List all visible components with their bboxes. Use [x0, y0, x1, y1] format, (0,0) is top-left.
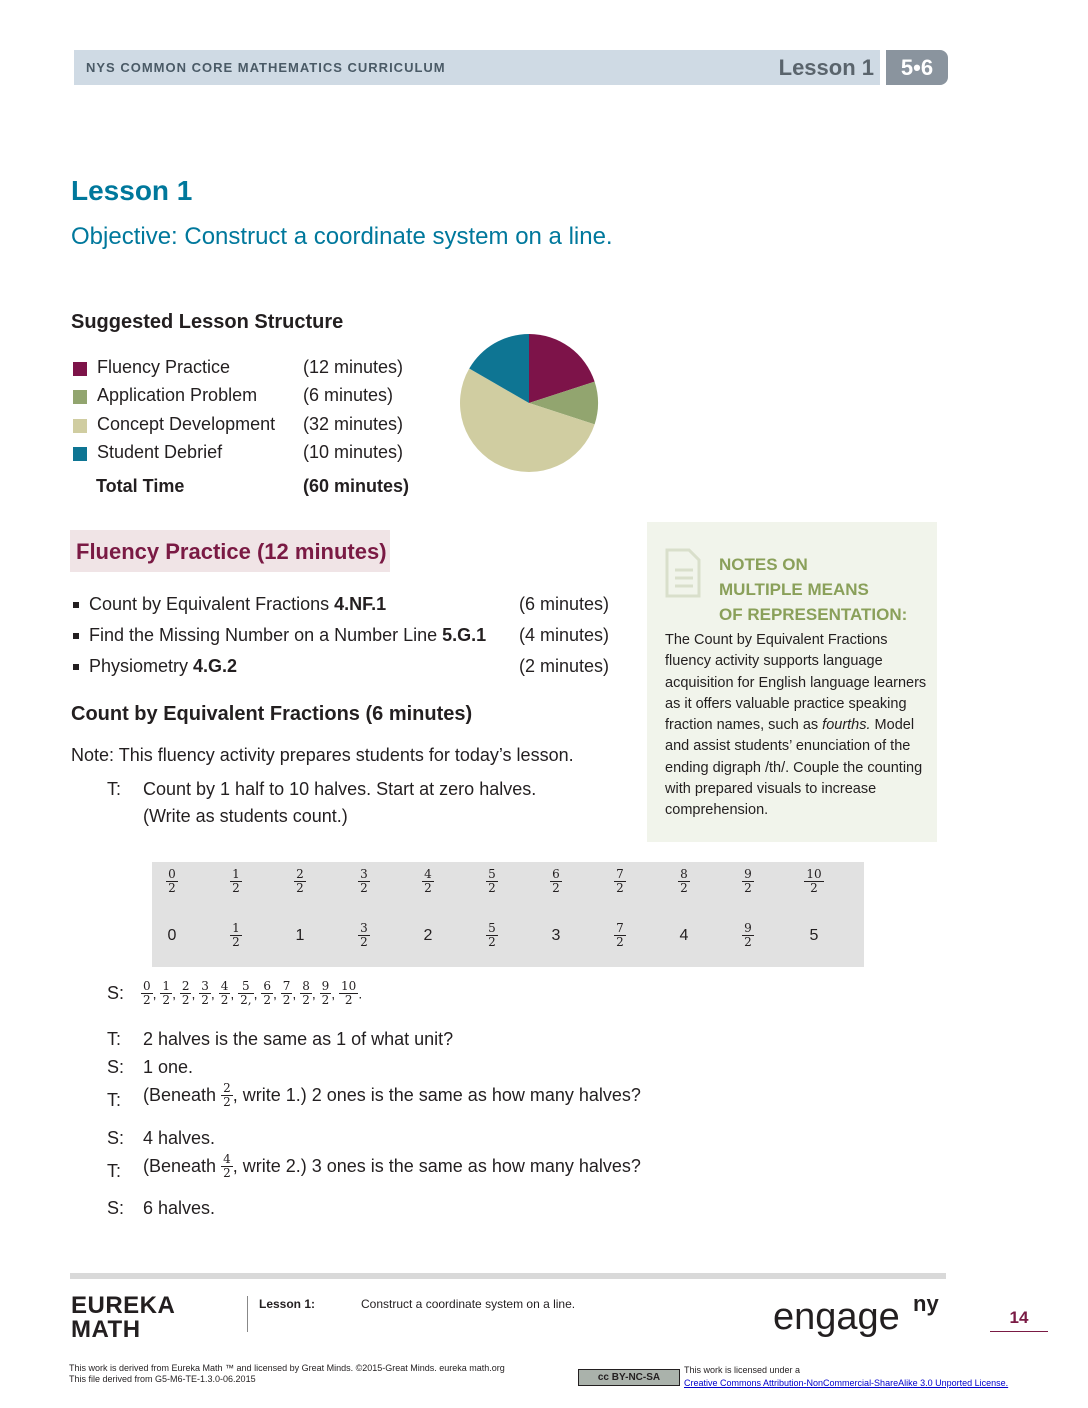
- curriculum-title: NYS COMMON CORE MATHEMATICS CURRICULUM: [86, 60, 446, 75]
- structure-item-name: Application Problem: [97, 385, 258, 405]
- license-text: This work is licensed under a: [684, 1365, 801, 1375]
- fraction: $\frac{3}{2}$: [360, 921, 368, 949]
- speaker: T:: [107, 1029, 122, 1049]
- legend-swatch: [73, 390, 87, 404]
- structure-item-minutes: (32 minutes): [303, 414, 404, 434]
- fraction: $\frac{4}{2}$: [424, 867, 432, 895]
- fraction: $\frac{8}{2}$: [302, 979, 310, 1007]
- fraction: $\frac{7}{2}$: [616, 867, 624, 895]
- bullet: [73, 602, 79, 608]
- fraction: $\frac{5}{2,}$: [240, 979, 252, 1007]
- section-note: Note: This fluency activity prepares students for today’s lesson.: [71, 745, 574, 765]
- fraction: $\frac{1}{2}$: [162, 979, 171, 1007]
- table-cell: 4: [679, 927, 689, 944]
- eureka-math-logo: EUREKA MATH: [71, 1292, 176, 1343]
- dialogue-text: 1 one.: [143, 1057, 194, 1077]
- fluency-item-minutes: (6 minutes): [519, 594, 610, 614]
- table-cell: [344, 868, 384, 895]
- fluency-item-text: Count by Equivalent Fractions: [89, 594, 335, 614]
- fraction: $\frac{10}{2}$: [341, 979, 357, 1007]
- fraction: $\frac{2}{2}$: [181, 979, 190, 1007]
- table-cell: [536, 868, 576, 895]
- fraction: $\frac{2}{2}$: [223, 1081, 231, 1109]
- standard-code: 4.NF.1: [334, 594, 387, 614]
- fraction: $\frac{9}{2}$: [744, 867, 752, 895]
- legend-swatch: [73, 362, 87, 376]
- lesson-title: Lesson 1: [71, 175, 193, 206]
- fluency-item-minutes: (2 minutes): [519, 656, 610, 676]
- fraction: $\frac{5}{2}$: [488, 921, 496, 949]
- document-icon: [665, 548, 701, 598]
- standard-code: 4.G.2: [193, 656, 238, 676]
- page-number-rule: [990, 1331, 1048, 1332]
- license-link[interactable]: Creative Commons Attribution-NonCommercial-ShareAlike 3.0 Unported License.: [684, 1378, 1009, 1388]
- fluency-item-minutes: (4 minutes): [519, 625, 610, 645]
- table-cell: 1: [295, 927, 305, 944]
- fraction: $\frac{3}{2}$: [360, 867, 368, 895]
- bullet: [73, 664, 79, 670]
- table-cell: [794, 868, 834, 895]
- cc-license-badge[interactable]: cc BY-NC-SA: [578, 1369, 680, 1386]
- fraction: $\frac{5}{2}$: [488, 867, 496, 895]
- engageny-logo: engage: [773, 1296, 900, 1338]
- footer-lesson: Lesson 1:: [259, 1297, 316, 1311]
- notes-title: NOTES ON MULTIPLE MEANS OF REPRESENTATION:: [719, 555, 908, 624]
- header-lesson: Lesson 1: [778, 55, 874, 80]
- lesson-structure-pie-chart: [458, 332, 600, 474]
- structure-item-minutes: (6 minutes): [303, 385, 394, 405]
- table-cell: [728, 922, 768, 949]
- dialogue-text: 2 halves is the same as 1 of what unit?: [143, 1029, 454, 1049]
- fraction: $\frac{7}{2}$: [282, 979, 291, 1007]
- table-cell: 0: [167, 927, 177, 944]
- speaker: T:: [107, 1090, 122, 1110]
- footer-derivation: This work is derived from Eureka Math ™ and licensed by Great Minds. ©2015-Great Minds. eureka math.org: [69, 1363, 505, 1373]
- table-cell: [728, 868, 768, 895]
- structure-item-name: Student Debrief: [97, 442, 223, 462]
- fraction: $\frac{6}{2}$: [552, 867, 560, 895]
- student-count-line: S: $\frac{0}{2}$ , $\frac{1}{2}$ , $\frac{2}{2}$ , $\frac{3}{2}$ , $\frac{4}{2}$ , $\frac{5}{2,}$ , $\frac{6}{2}$ , $\frac{7}{2}$ , $\frac{8}{2}$ , $\frac{9}{2}$ , $\frac{10}{2}$ .: [107, 979, 363, 1007]
- fraction: $\frac{8}{2}$: [680, 867, 688, 895]
- fluency-heading: Fluency Practice (12 minutes): [76, 539, 387, 564]
- footer-file: This file derived from G5-M6-TE-1.3.0-06.2015: [69, 1374, 256, 1384]
- dialogue-text: (Beneath $\frac{2}{2}$ , write 1.) 2 ones is the same as how many halves?: [143, 1081, 641, 1109]
- speaker: S:: [107, 983, 125, 1003]
- table-cell: [664, 868, 704, 895]
- dialogue-text: Count by 1 half to 10 halves. Start at zero halves.: [143, 779, 537, 799]
- structure-item-name: Concept Development: [97, 414, 276, 434]
- speaker: T:: [107, 1161, 122, 1181]
- footer-divider: [247, 1296, 248, 1332]
- dialogue-text: (Write as students count.): [143, 806, 348, 826]
- fraction: $\frac{9}{2}$: [744, 921, 752, 949]
- total-time-label: Total Time: [96, 476, 185, 496]
- section-title: Count by Equivalent Fractions (6 minutes): [71, 703, 473, 725]
- table-cell: [472, 868, 512, 895]
- fraction: $\frac{1}{2}$: [232, 867, 240, 895]
- dialogue-text: (Beneath $\frac{4}{2}$ , write 2.) 3 ones is the same as how many halves?: [143, 1152, 641, 1180]
- structure-item-name: Fluency Practice: [97, 357, 231, 377]
- table-cell: [216, 922, 256, 949]
- speaker: S:: [107, 1198, 125, 1218]
- engageny-logo-ny: ny: [913, 1291, 939, 1316]
- table-cell: [600, 922, 640, 949]
- fraction: $\frac{0}{2}$: [143, 979, 151, 1007]
- table-cell: [472, 922, 512, 949]
- structure-item-minutes: (10 minutes): [303, 442, 404, 462]
- fluency-item-text: Find the Missing Number on a Number Line: [89, 625, 443, 645]
- fraction: $\frac{9}{2}$: [321, 979, 330, 1007]
- table-cell: 3: [551, 927, 561, 944]
- legend-swatch: [73, 419, 87, 433]
- table-cell: [408, 868, 448, 895]
- structure-item-minutes: (12 minutes): [303, 357, 404, 377]
- fraction: $\frac{4}{2}$: [223, 1152, 231, 1180]
- table-cell: [344, 922, 384, 949]
- speaker: S:: [107, 1057, 125, 1077]
- fraction: $\frac{6}{2}$: [263, 979, 271, 1007]
- dialogue-text: 6 halves.: [143, 1198, 216, 1218]
- table-cell: 5: [809, 927, 819, 944]
- bullet: [73, 633, 79, 639]
- table-cell: 2: [423, 927, 433, 944]
- total-time-minutes: (60 minutes): [303, 476, 410, 496]
- fraction: $\frac{7}{2}$: [616, 921, 624, 949]
- structure-title: Suggested Lesson Structure: [71, 311, 344, 333]
- legend-swatch: [73, 447, 87, 461]
- table-cell: [152, 868, 192, 895]
- footer-bar: [70, 1273, 946, 1279]
- fraction: $\frac{2}{2}$: [296, 867, 304, 895]
- standard-code: 5.G.1: [442, 625, 487, 645]
- fluency-item-text: Physiometry: [89, 656, 194, 676]
- footer-objective: Construct a coordinate system on a line.: [361, 1297, 576, 1311]
- table-cell: [280, 868, 320, 895]
- fraction: $\frac{4}{2}$: [220, 979, 229, 1007]
- fraction: $\frac{10}{2}$: [806, 867, 822, 895]
- fraction: $\frac{0}{2}$: [168, 867, 176, 895]
- dialogue-text: 4 halves.: [143, 1128, 216, 1148]
- table-cell: [216, 868, 256, 895]
- fraction-table: [152, 862, 864, 967]
- table-cell: [600, 868, 640, 895]
- page-number: 14: [1009, 1308, 1029, 1327]
- speaker: T:: [107, 779, 122, 799]
- fraction: $\frac{3}{2}$: [201, 979, 209, 1007]
- lesson-objective: Objective: Construct a coordinate system on a line.: [71, 223, 613, 250]
- speaker: S:: [107, 1128, 125, 1148]
- fraction: $\frac{1}{2}$: [232, 921, 240, 949]
- grade-module-badge: 5•6: [886, 50, 948, 85]
- notes-body: The Count by Equivalent Fractions fluency activity supports language acquisition for English language learners as it offers valuable practice speaking fraction names, such as fourths. Model and assist students’ enunciation of the ending digraph /th/. Couple the counting with prepared visuals to increase comprehension.: [665, 632, 927, 819]
